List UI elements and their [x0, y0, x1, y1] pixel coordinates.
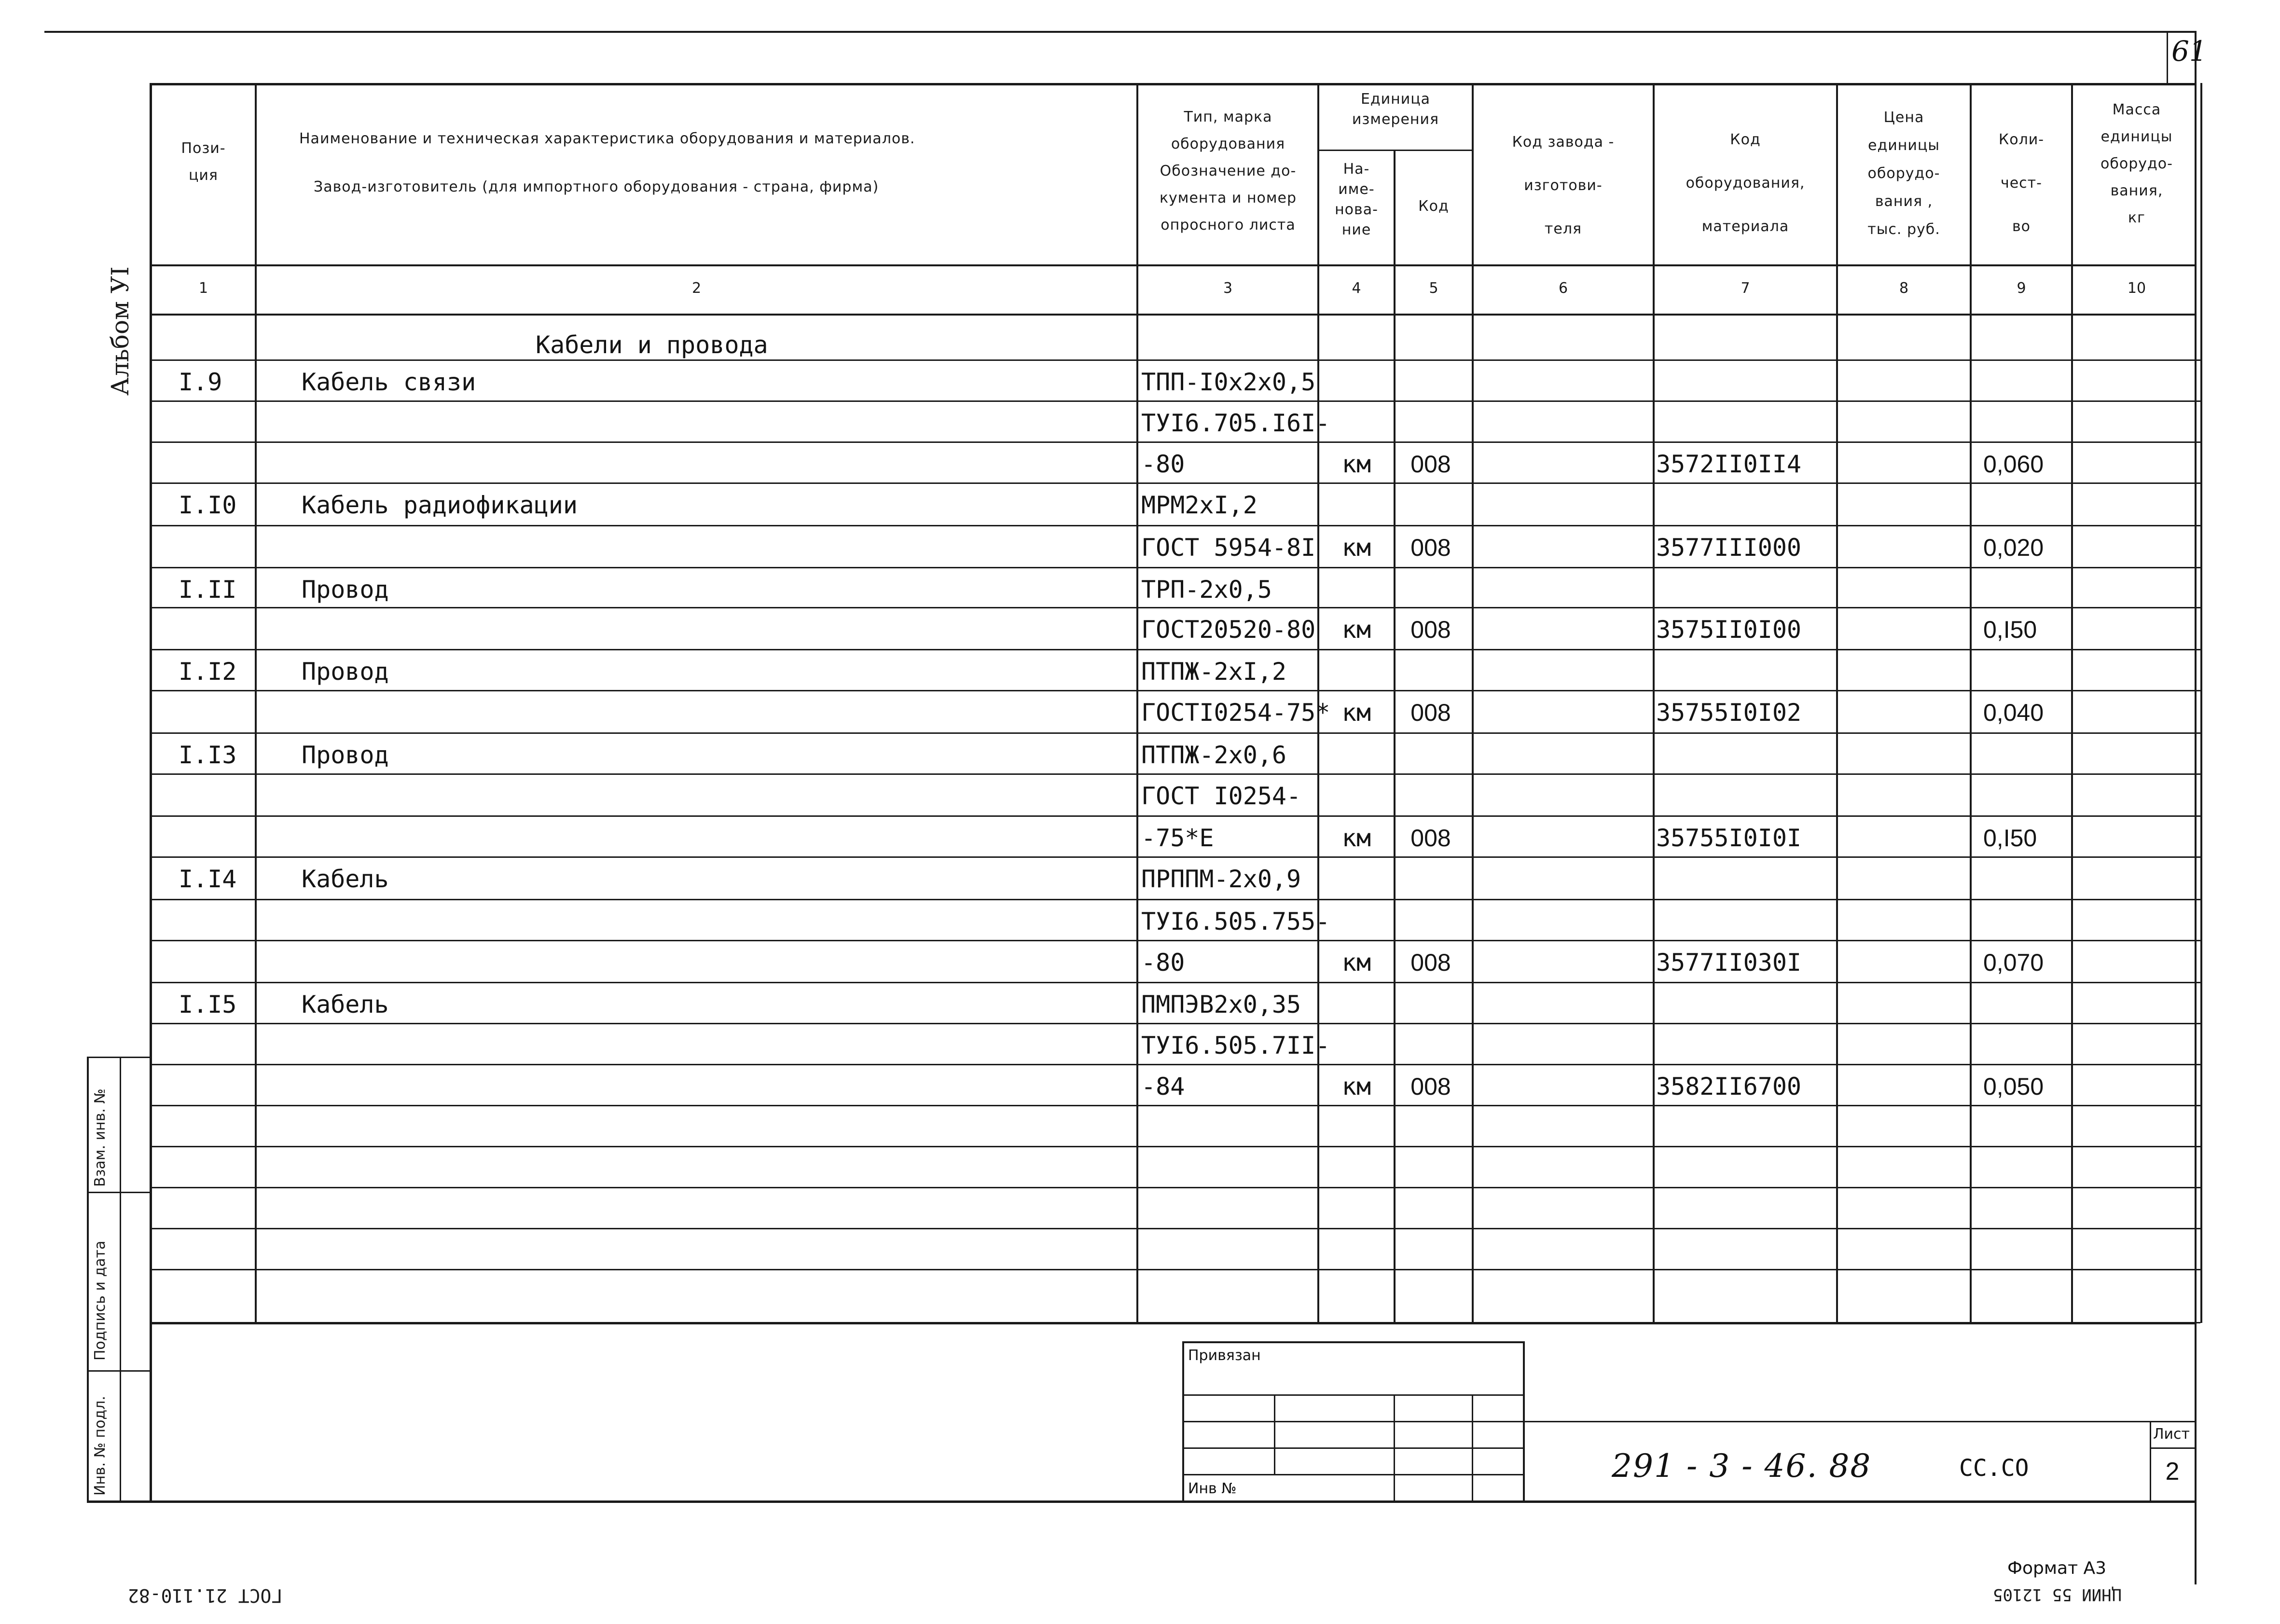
- colnum-5: 5: [1429, 280, 1438, 297]
- row-type: ГОСТ 5954-8I: [1141, 534, 1316, 562]
- row-unit: км: [1341, 616, 1371, 644]
- row-position: I.I3: [179, 741, 237, 769]
- header-col2-line1: Наименование и техническая характеристика оборудования и материалов.: [299, 130, 915, 147]
- header-col9: Коли- чест- во: [1998, 131, 2045, 235]
- row-type: ПТПЖ-2x0,6: [1141, 741, 1287, 769]
- col-sep: [1970, 83, 1972, 1323]
- row-unit-code: 008: [1410, 616, 1451, 643]
- stamp-row: [1182, 1474, 1525, 1475]
- stamp-row: [1182, 1421, 1525, 1422]
- list-box-left: [2150, 1421, 2151, 1503]
- header-col1: Пози- ция: [181, 140, 226, 184]
- side-stamp-mid: [120, 1057, 121, 1502]
- row-material-code: 3572II0II4: [1656, 450, 1802, 478]
- row-type: ТПП-I0x2x0,5: [1141, 368, 1316, 396]
- row-material-code: 35755I0I0I: [1656, 824, 1802, 852]
- row-unit: км: [1341, 450, 1371, 478]
- row-position: I.I2: [179, 658, 237, 686]
- corner-gost: ГОСТ 21.110-82: [128, 1585, 283, 1606]
- col-sep: [1836, 83, 1838, 1323]
- side-stamp-left: [87, 1057, 89, 1502]
- header-col7: Код оборудования, материала: [1686, 131, 1805, 235]
- row-type: ГОСТ I0254-: [1141, 782, 1301, 810]
- row-name: Кабель радиофикации: [302, 491, 578, 519]
- row-type: ТУI6.705.I6I-: [1141, 409, 1330, 437]
- row-line: [150, 732, 2200, 734]
- row-line: [150, 607, 2200, 608]
- row-unit-code: 008: [1410, 451, 1451, 478]
- row-line: [150, 525, 2200, 526]
- stamp-row: [1182, 1394, 1525, 1396]
- header-col10: Масса единицы оборудо- вания, кг: [2100, 101, 2173, 226]
- row-line: [150, 982, 2200, 983]
- header-unit: Единица измерения: [1352, 91, 1439, 128]
- colnum-9: 9: [2017, 280, 2026, 297]
- side-stamp-sep: [87, 1370, 151, 1372]
- row-name: Провод: [302, 576, 389, 604]
- row-position: I.I0: [179, 491, 237, 519]
- row-line: [150, 815, 2200, 817]
- row-type: ПРППМ-2x0,9: [1141, 865, 1301, 893]
- colnum-2: 2: [691, 280, 702, 297]
- row-line: [150, 567, 2200, 568]
- header-bottom: [150, 264, 2196, 266]
- doc-code: СС.СО: [1959, 1455, 2029, 1482]
- frame-bottom: [87, 1500, 2196, 1503]
- row-line: [150, 482, 2200, 484]
- header-col8: Цена единицы оборудо- вания , тыс. руб.: [1867, 109, 1940, 238]
- page-number: 61: [2171, 35, 2207, 68]
- colnum-7: 7: [1741, 280, 1750, 297]
- row-material-code: 3582II6700: [1656, 1073, 1802, 1101]
- header-col5: Код: [1418, 198, 1449, 215]
- row-type: -80: [1141, 949, 1185, 977]
- side-vzam: Взам. инв. №: [92, 1088, 109, 1187]
- row-type: -84: [1141, 1073, 1185, 1101]
- row-type: ПМПЭВ2x0,35: [1141, 991, 1301, 1018]
- row-unit: км: [1341, 824, 1371, 852]
- row-position: I.9: [179, 368, 222, 396]
- list-box-mid: [2150, 1447, 2196, 1449]
- stamp-top: [1182, 1341, 1525, 1343]
- colnum-8: 8: [1899, 280, 1909, 297]
- row-type: -75*Е: [1141, 824, 1214, 852]
- header-col3: Тип, марка оборудования Обозначение до- кумента и номер опросного листа: [1159, 109, 1297, 234]
- doc-number: 291 - 3 - 46. 88: [1612, 1447, 1872, 1485]
- stamp-col: [1394, 1394, 1395, 1502]
- row-quantity: 0,I50: [1983, 616, 2037, 643]
- row-name: Кабель: [302, 865, 389, 893]
- col-sep: [1653, 83, 1655, 1323]
- row-quantity: 0,070: [1983, 949, 2044, 976]
- row-line: [150, 1322, 2200, 1323]
- row-type: ТУI6.505.755-: [1141, 908, 1330, 936]
- frame-right: [2195, 31, 2197, 1584]
- section-title: Кабели и провода: [536, 331, 768, 359]
- table-top: [150, 83, 2196, 85]
- row-line: [150, 690, 2200, 691]
- row-line: [150, 1064, 2200, 1065]
- stamp-col: [1274, 1394, 1275, 1474]
- colnum-3: 3: [1223, 280, 1233, 297]
- unit-header-split: [1317, 150, 1473, 151]
- row-line: [150, 1146, 2200, 1147]
- list-value: 2: [2165, 1458, 2180, 1486]
- row-name: Кабель связи: [302, 368, 476, 396]
- row-quantity: 0,I50: [1983, 825, 2037, 852]
- row-type: ТРП-2x0,5: [1141, 576, 1272, 604]
- row-type: ПТПЖ-2xI,2: [1141, 658, 1287, 686]
- row-position: I.I4: [179, 865, 237, 893]
- side-inv-podl: Инв. № подл.: [92, 1396, 109, 1496]
- col-sep: [255, 83, 257, 1323]
- colnum-bottom: [150, 314, 2196, 316]
- row-position: I.I5: [179, 991, 237, 1018]
- row-unit-code: 008: [1410, 949, 1451, 976]
- row-material-code: 35755I0I02: [1656, 699, 1802, 727]
- col-sep: [2071, 83, 2073, 1323]
- row-material-code: 3577II030I: [1656, 949, 1802, 977]
- corner-format: Формат А3: [2007, 1558, 2107, 1578]
- row-quantity: 0,050: [1983, 1073, 2044, 1100]
- colnum-1: 1: [198, 280, 208, 297]
- side-stamp-sep: [87, 1192, 151, 1193]
- stamp-col: [1472, 1394, 1473, 1502]
- row-unit-code: 008: [1410, 1073, 1451, 1100]
- row-line: [150, 1105, 2200, 1106]
- row-line: [150, 359, 2200, 361]
- header-col4: На- име- нова- ние: [1335, 161, 1378, 238]
- row-quantity: 0,040: [1983, 699, 2044, 726]
- row-unit-code: 008: [1410, 699, 1451, 726]
- title-block-top: [1523, 1421, 2196, 1422]
- row-line: [150, 773, 2200, 775]
- row-name: Провод: [302, 741, 389, 769]
- row-type: ГОСТ20520-80: [1141, 616, 1316, 644]
- col-sep: [2200, 83, 2202, 1323]
- row-type: ГОСТI0254-75*: [1141, 699, 1330, 727]
- corner-code-right: ЦНИИ 55 12105: [1993, 1585, 2122, 1604]
- side-podpis: Подпись и дата: [92, 1240, 109, 1361]
- row-line: [150, 1023, 2200, 1024]
- row-unit-code: 008: [1410, 825, 1451, 852]
- row-line: [150, 1269, 2200, 1270]
- col-sep: [1136, 83, 1138, 1323]
- row-line: [150, 899, 2200, 900]
- album-label: Альбом УI: [106, 266, 134, 396]
- row-position: I.II: [179, 576, 237, 604]
- list-label: Лист: [2153, 1426, 2190, 1443]
- row-line: [150, 441, 2200, 443]
- row-unit: км: [1341, 534, 1371, 562]
- row-unit: км: [1341, 699, 1371, 727]
- stamp-inv-no: Инв №: [1188, 1480, 1237, 1497]
- row-quantity: 0,020: [1983, 534, 2044, 561]
- row-type: -80: [1141, 450, 1185, 478]
- row-material-code: 3575II0I00: [1656, 616, 1802, 644]
- row-line: [150, 649, 2200, 650]
- row-line: [150, 1228, 2200, 1229]
- row-unit-code: 008: [1410, 534, 1451, 561]
- row-material-code: 3577III000: [1656, 534, 1802, 562]
- stamp-row: [1182, 1447, 1525, 1449]
- header-col6: Код завода - изготови- теля: [1512, 134, 1615, 237]
- row-type: ТУI6.505.7II-: [1141, 1032, 1330, 1060]
- row-line: [150, 1187, 2200, 1188]
- row-name: Провод: [302, 658, 389, 686]
- page-number-box: [2167, 31, 2168, 83]
- side-stamp-top: [87, 1057, 151, 1058]
- row-quantity: 0,060: [1983, 451, 2044, 478]
- row-name: Кабель: [302, 991, 389, 1018]
- row-type: МРМ2xI,2: [1141, 491, 1257, 519]
- colnum-10: 10: [2127, 280, 2146, 297]
- row-unit: км: [1341, 949, 1371, 977]
- row-line: [150, 856, 2200, 858]
- colnum-6: 6: [1558, 280, 1568, 297]
- row-line: [150, 400, 2200, 402]
- header-col2-line2: Завод-изготовитель (для импортного оборудования - страна, фирма): [314, 179, 879, 195]
- colnum-4: 4: [1352, 280, 1361, 297]
- col-sep: [1472, 83, 1474, 1323]
- stamp-privyazan: Привязан: [1188, 1347, 1261, 1364]
- frame-top: [44, 31, 2197, 33]
- row-line: [150, 940, 2200, 941]
- row-unit: км: [1341, 1073, 1371, 1101]
